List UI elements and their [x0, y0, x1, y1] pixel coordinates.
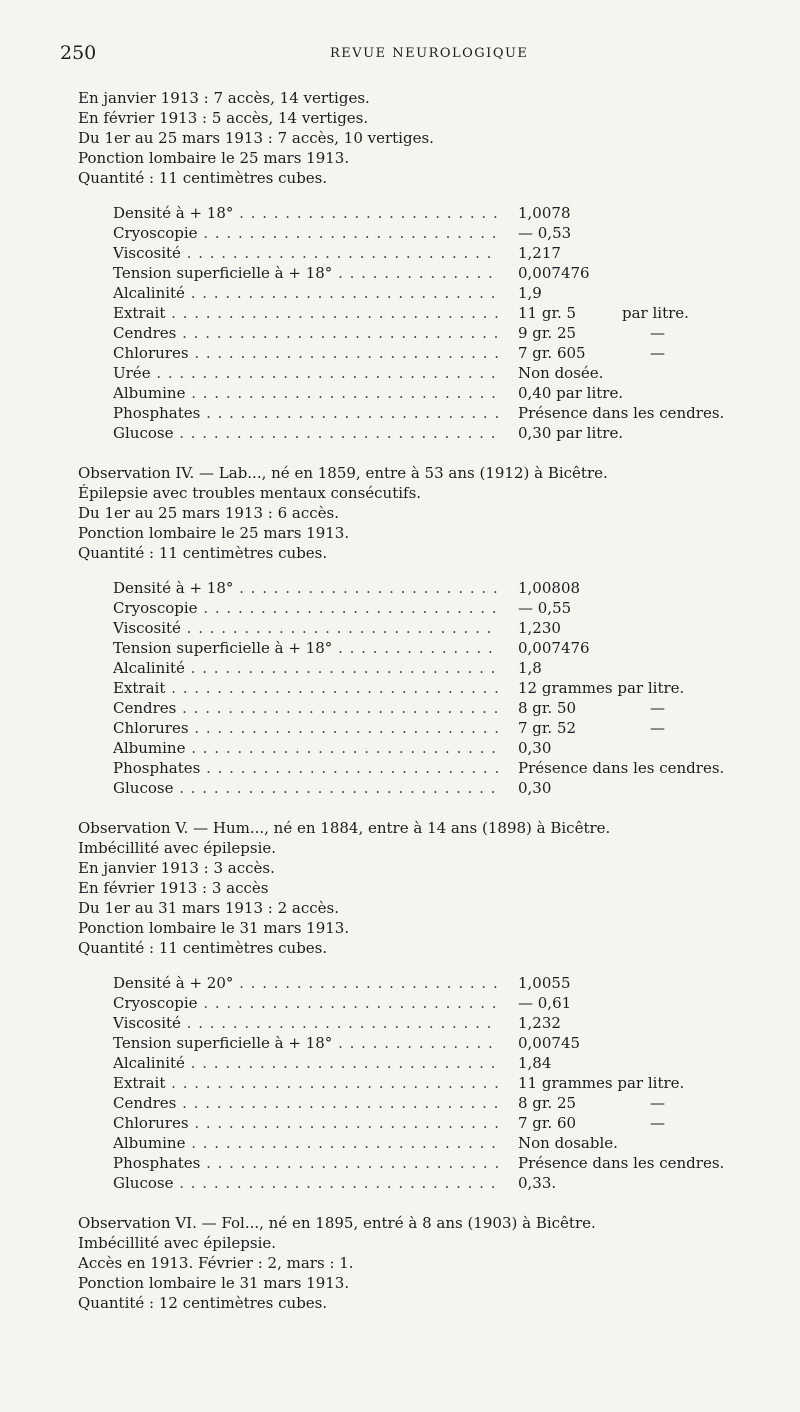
result-row — [0, 283, 800, 303]
result-label: Densité à + 18° . . . — [113, 578, 498, 598]
result-row — [0, 423, 800, 443]
result-value: 0,30 — [518, 779, 552, 797]
intro-line: En janvier 1913 : 7 accès, 14 vertiges. — [78, 89, 370, 107]
intro-line: En janvier 1913 : 3 accès. — [78, 859, 275, 877]
result-value: — 0,53 — [518, 224, 572, 242]
result-row — [0, 678, 800, 698]
result-row — [0, 1013, 800, 1033]
result-row — [0, 223, 800, 243]
running-title: REVUE NEUROLOGIQUE — [330, 46, 529, 61]
result-value: 9 gr. 25 — [518, 324, 577, 342]
result-value: 7 gr. 60 — [518, 1114, 577, 1132]
result-value: — 0,61 — [518, 994, 572, 1012]
intro-line: Quantité : 11 centimètres cubes. — [78, 544, 328, 562]
result-label: Albumine . . . — [113, 383, 498, 403]
intro-line: En février 1913 : 5 accès, 14 vertiges. — [78, 109, 369, 127]
intro-line: Imbécillité avec épilepsie. — [78, 839, 277, 857]
result-row — [0, 203, 800, 223]
result-label: Viscosité . . . — [113, 1013, 498, 1033]
result-row — [0, 323, 800, 343]
result-row — [0, 973, 800, 993]
result-label: Cryoscopie . . . — [113, 598, 498, 618]
result-row — [0, 698, 800, 718]
result-value: 1,8 — [518, 659, 542, 677]
result-value: 0,007476 — [518, 639, 590, 657]
result-label: Glucose . . . — [113, 1173, 498, 1193]
result-value: 7 gr. 52 — [518, 719, 577, 737]
result-label: Densité à + 20° . . . — [113, 973, 498, 993]
result-value: 1,9 — [518, 284, 542, 302]
result-value: 1,84 — [518, 1054, 552, 1072]
result-value: Présence dans les cendres. — [518, 1154, 725, 1172]
result-value: 0,30 par litre. — [518, 424, 624, 442]
intro-line: Quantité : 11 centimètres cubes. — [78, 169, 328, 187]
intro-line: Du 1er au 25 mars 1913 : 6 accès. — [78, 504, 340, 522]
result-row — [0, 718, 800, 738]
ditto-mark: — — [650, 719, 665, 737]
intro-line: Ponction lombaire le 31 mars 1913. — [78, 919, 350, 937]
result-label: Extrait . . . — [113, 1073, 498, 1093]
result-row — [0, 1073, 800, 1093]
observation-heading: Observation VI. — Fol..., né en 1895, entré à 8 ans (1903) à Bicêtre. — [78, 1214, 596, 1232]
result-row — [0, 1113, 800, 1133]
result-row — [0, 738, 800, 758]
intro-line: Accès en 1913. Février : 2, mars : 1. — [78, 1254, 354, 1272]
result-unit: par litre. — [622, 304, 689, 322]
result-row — [0, 993, 800, 1013]
result-value: 0,007476 — [518, 264, 590, 282]
result-label: Tension superficielle à + 18° . . . — [113, 638, 498, 658]
page-number: 250 — [60, 42, 97, 64]
result-label: Phosphates . . . — [113, 403, 498, 423]
result-value: 1,00808 — [518, 579, 581, 597]
intro-line: Ponction lombaire le 25 mars 1913. — [78, 524, 350, 542]
result-value: 1,232 — [518, 1014, 561, 1032]
result-label: Cendres . . . — [113, 323, 498, 343]
ditto-mark: — — [650, 324, 665, 342]
result-label: Chlorures . . . — [113, 1113, 498, 1133]
result-row — [0, 1133, 800, 1153]
result-value: — 0,55 — [518, 599, 572, 617]
ditto-mark: — — [650, 699, 665, 717]
result-value: 0,00745 — [518, 1034, 581, 1052]
result-label: Chlorures . . . — [113, 343, 498, 363]
ditto-mark: — — [650, 1114, 665, 1132]
result-value: Présence dans les cendres. — [518, 404, 725, 422]
result-value: Non dosée. — [518, 364, 604, 382]
result-label: Chlorures . . . — [113, 718, 498, 738]
result-value: 0,40 par litre. — [518, 384, 624, 402]
result-label: Extrait . . . — [113, 303, 498, 323]
result-value: 0,33. — [518, 1174, 557, 1192]
result-value: 1,230 — [518, 619, 561, 637]
intro-line: Épilepsie avec troubles mentaux consécutifs. — [78, 484, 422, 502]
result-row — [0, 658, 800, 678]
observation-heading: Observation V. — Hum..., né en 1884, entre à 14 ans (1898) à Bicêtre. — [78, 819, 611, 837]
intro-line: En février 1913 : 3 accès — [78, 879, 269, 897]
result-label: Viscosité . . . — [113, 618, 498, 638]
result-row — [0, 598, 800, 618]
ditto-mark: — — [650, 1094, 665, 1112]
result-label: Albumine . . . — [113, 1133, 498, 1153]
result-row — [0, 243, 800, 263]
result-row — [0, 758, 800, 778]
result-value: 1,0055 — [518, 974, 571, 992]
result-label: Extrait . . . — [113, 678, 498, 698]
result-label: Alcalinité . . . — [113, 658, 498, 678]
result-value: 0,30 — [518, 739, 552, 757]
result-label: Tension superficielle à + 18° . . . — [113, 263, 498, 283]
result-value: Présence dans les cendres. — [518, 759, 725, 777]
result-value: 1,0078 — [518, 204, 571, 222]
result-value: 8 gr. 50 — [518, 699, 577, 717]
result-row — [0, 618, 800, 638]
intro-line: Quantité : 11 centimètres cubes. — [78, 939, 328, 957]
result-label: Albumine . . . — [113, 738, 498, 758]
result-row — [0, 303, 800, 323]
result-label: Cryoscopie . . . — [113, 223, 498, 243]
result-row — [0, 343, 800, 363]
result-label: Phosphates . . . — [113, 1153, 498, 1173]
result-row — [0, 1093, 800, 1113]
result-label: Glucose . . . — [113, 423, 498, 443]
result-row — [0, 403, 800, 423]
result-row — [0, 383, 800, 403]
result-label: Alcalinité . . . — [113, 283, 498, 303]
observation-heading: Observation IV. — Lab..., né en 1859, entre à 53 ans (1912) à Bicêtre. — [78, 464, 608, 482]
intro-line: Ponction lombaire le 31 mars 1913. — [78, 1274, 350, 1292]
result-label: Cendres . . . — [113, 698, 498, 718]
result-value: 1,217 — [518, 244, 561, 262]
result-value: 8 gr. 25 — [518, 1094, 577, 1112]
result-label: Phosphates . . . — [113, 758, 498, 778]
result-row — [0, 1033, 800, 1053]
result-row — [0, 1053, 800, 1073]
result-label: Cryoscopie . . . — [113, 993, 498, 1013]
page-header — [60, 42, 760, 68]
ditto-mark: — — [650, 344, 665, 362]
intro-line: Du 1er au 25 mars 1913 : 7 accès, 10 vertiges. — [78, 129, 434, 147]
result-value: 7 gr. 605 — [518, 344, 586, 362]
result-value: 11 gr. 5 — [518, 304, 577, 322]
result-value: 12 grammes par litre. — [518, 679, 685, 697]
result-label: Alcalinité . . . — [113, 1053, 498, 1073]
result-row — [0, 363, 800, 383]
result-value: Non dosable. — [518, 1134, 618, 1152]
result-row — [0, 1173, 800, 1193]
result-label: Densité à + 18° . . . — [113, 203, 498, 223]
result-row — [0, 263, 800, 283]
result-row — [0, 778, 800, 798]
intro-line: Du 1er au 31 mars 1913 : 2 accès. — [78, 899, 340, 917]
result-value: 11 grammes par litre. — [518, 1074, 685, 1092]
intro-line: Imbécillité avec épilepsie. — [78, 1234, 277, 1252]
result-label: Tension superficielle à + 18° . . . — [113, 1033, 498, 1053]
result-row — [0, 1153, 800, 1173]
result-row — [0, 578, 800, 598]
result-label: Urée . . . — [113, 363, 498, 383]
intro-line: Quantité : 12 centimètres cubes. — [78, 1294, 328, 1312]
intro-line: Ponction lombaire le 25 mars 1913. — [78, 149, 350, 167]
result-row — [0, 638, 800, 658]
result-label: Cendres . . . — [113, 1093, 498, 1113]
result-label: Glucose . . . — [113, 778, 498, 798]
result-label: Viscosité . . . — [113, 243, 498, 263]
